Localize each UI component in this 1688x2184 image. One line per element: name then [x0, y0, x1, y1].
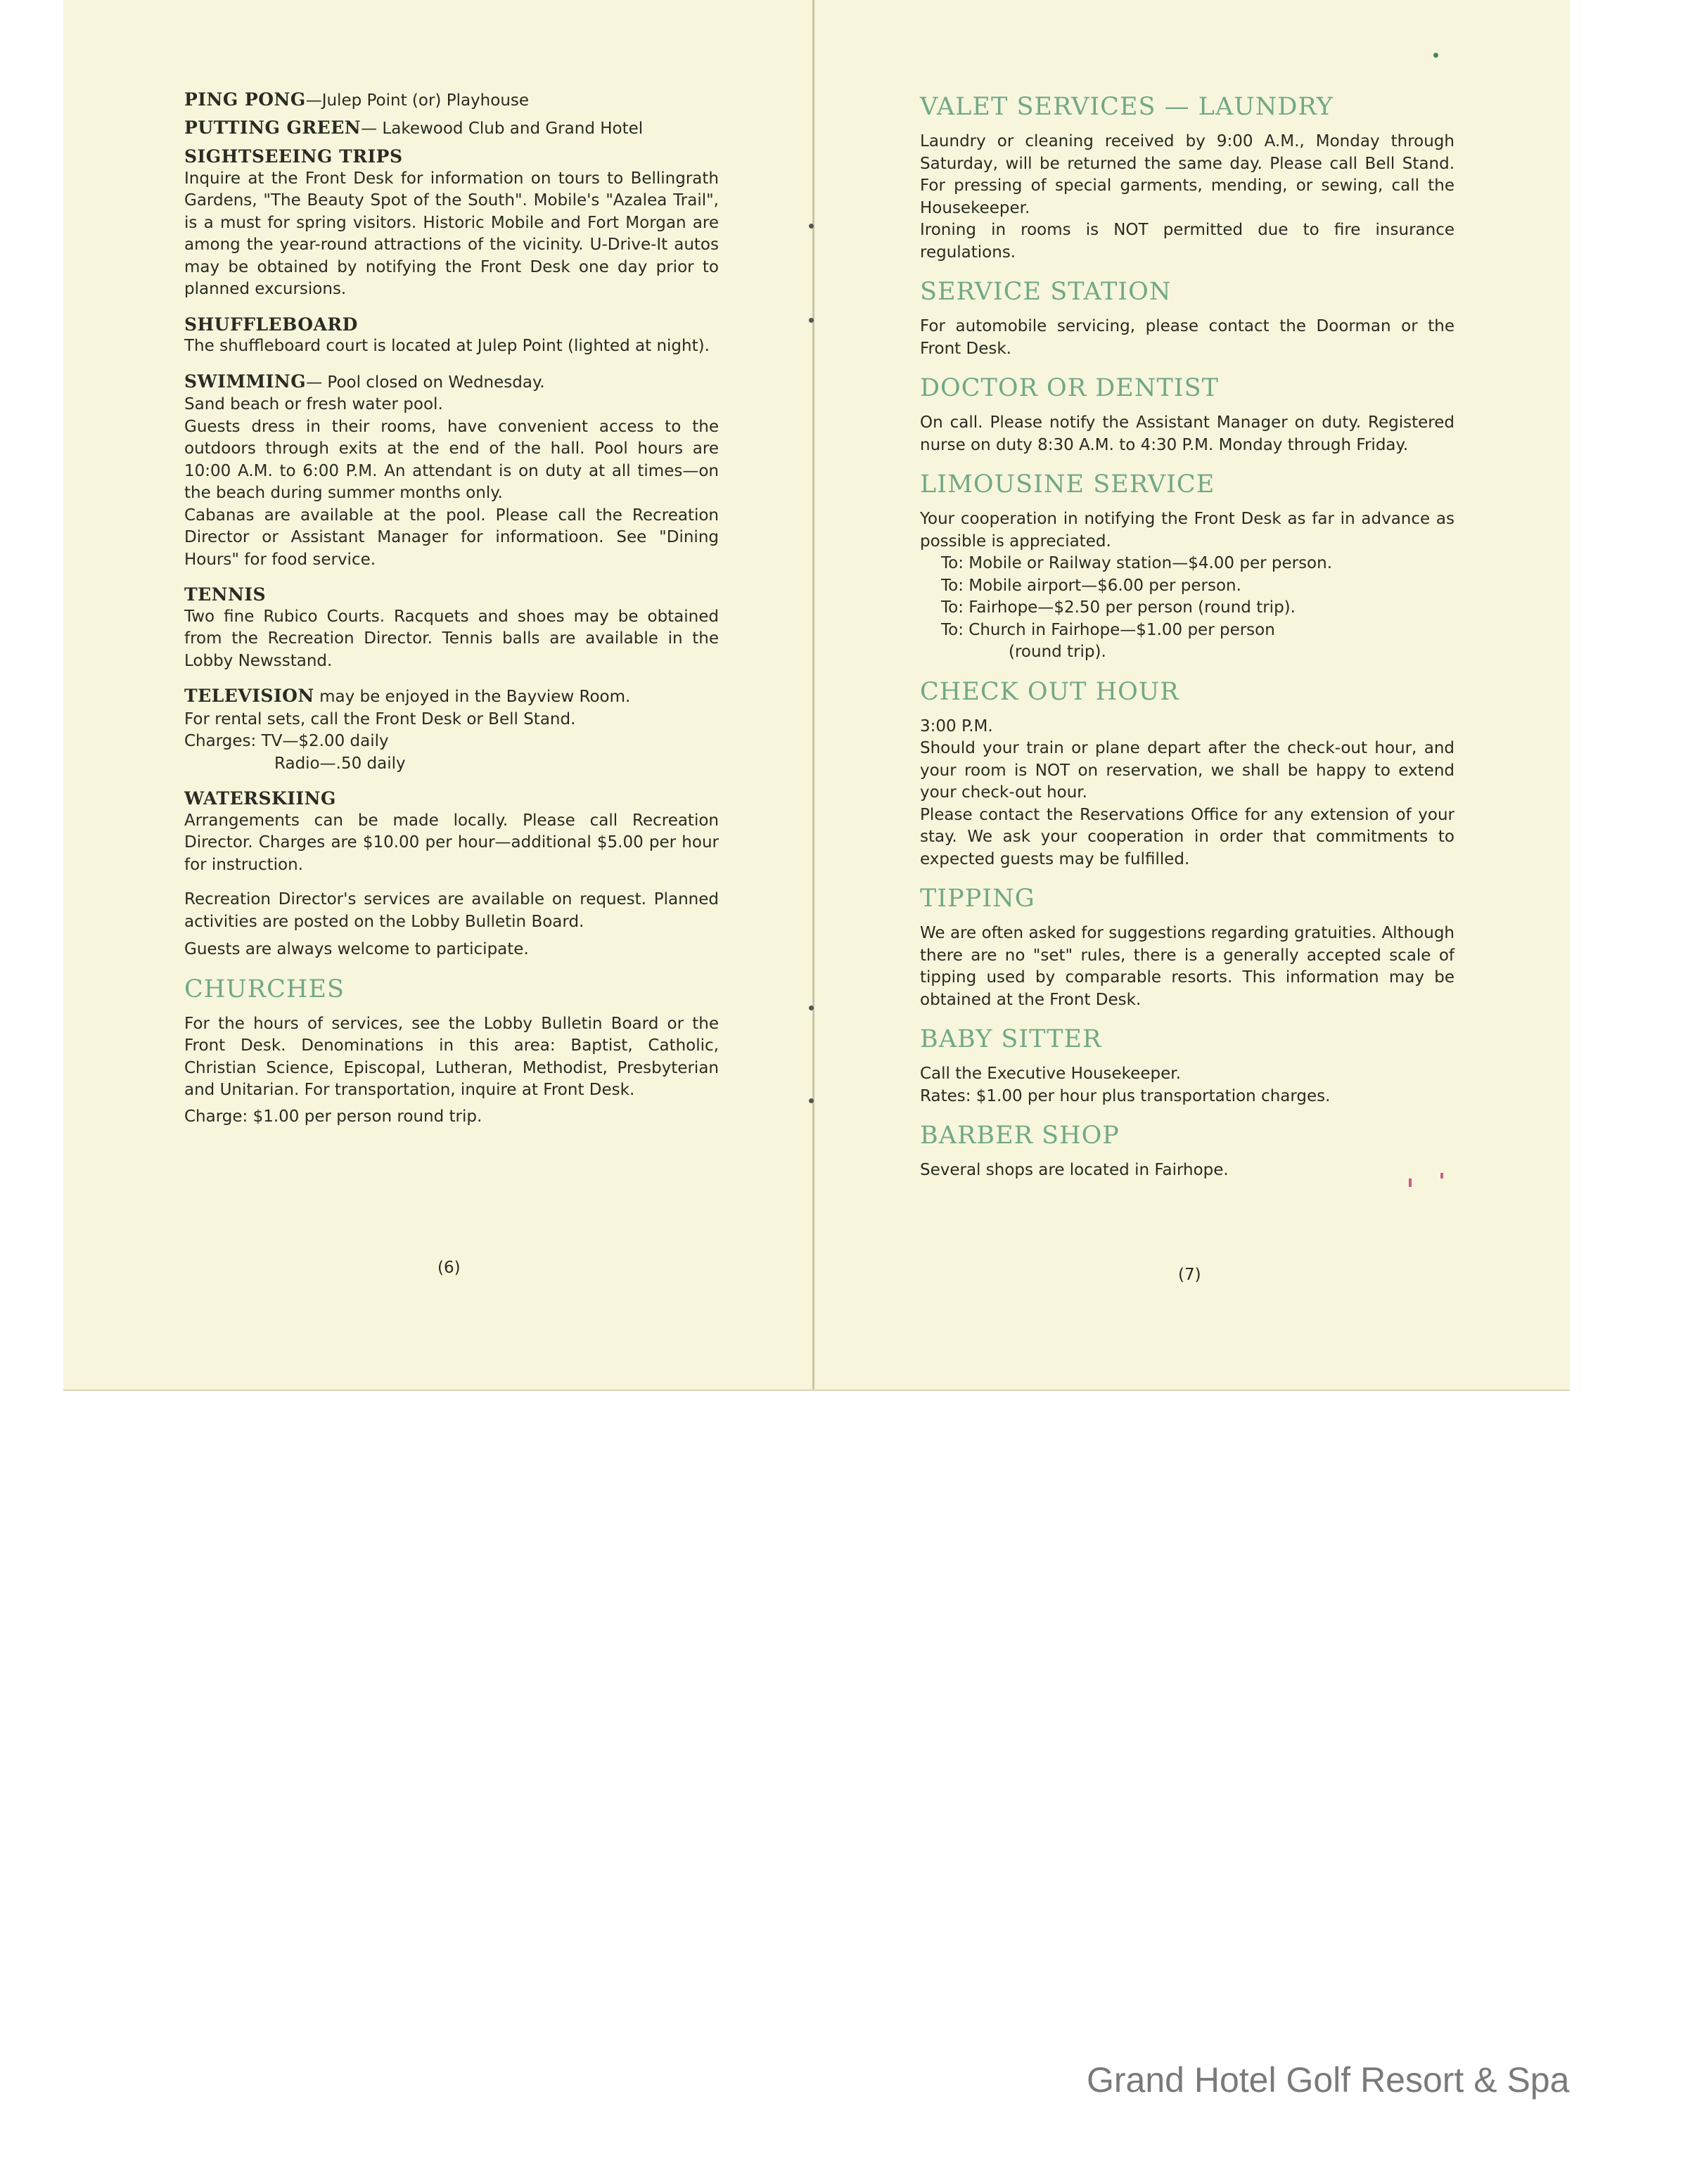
tennis-text: Two fine Rubico Courts. Racquets and shoes may be obtained from the Recreation Director. Tennis balls are available in the Lobby Newsstand. [184, 607, 719, 670]
waterskiing-entry [184, 788, 719, 876]
limousine-title: LIMOUSINE SERVICE [920, 470, 1215, 499]
tennis-title: TENNIS [184, 584, 267, 605]
television-title: TELEVISION [184, 686, 314, 706]
churches-title: CHURCHES [184, 975, 345, 1003]
putting-green-entry [184, 117, 719, 141]
tipping-text: We are often asked for suggestions regarding gratuities. Although there are no "set" rules, there is a generally accepted scale of tipping used by comparable resorts. This information may be obtained at the Front Desk. [920, 924, 1454, 1009]
waterskiing-title: WATERSKIING [184, 788, 336, 809]
checkout-entry [920, 676, 1454, 871]
footer-watermark: Grand Hotel Golf Resort & Spa [1087, 2060, 1570, 2100]
ping-pong-entry [184, 89, 719, 113]
page-number-left: (6) [437, 1259, 461, 1277]
guests-welcome-note [184, 939, 719, 961]
cabanas-paragraph: Cabanas are available at the pool. Please call the Recreation Director or Assistant Manager for informatioon. See "Dining Hours" for food service. [184, 506, 719, 569]
doctor-text: On call. Please notify the Assistant Manager on duty. Registered nurse on duty 8:30 A.M. to 4:30 P.M. Monday through Friday. [920, 413, 1454, 454]
limousine-text: Your cooperation in notifying the Front Desk as far in advance as possible is appreciated. [920, 510, 1454, 551]
staple-mark [809, 224, 814, 229]
baby-sitter-line1: Call the Executive Housekeeper. [920, 1065, 1181, 1083]
doctor-title: DOCTOR OR DENTIST [920, 374, 1219, 402]
radio-charges: Radio—.50 daily [274, 754, 406, 773]
limousine-route: To: Mobile airport—$6.00 per person. [941, 576, 1241, 595]
shuffleboard-entry [184, 314, 719, 358]
waterskiing-text: Arrangements can be made locally. Please call Recreation Director. Charges are $10.00 per hour—additional $5.00 per hour for instruction. [184, 811, 719, 874]
swimming-paragraph: Guests dress in their rooms, have convenient access to the outdoors through exits at the end of the hall. Pool hours are 10:00 A.M. to 6:00 P.M. An attendant is on duty at all times—on the beach during summer months only. [184, 417, 719, 502]
limousine-route-tail: (round trip). [1009, 643, 1106, 661]
valet-text: Laundry or cleaning received by 9:00 A.M., Monday through Saturday, will be returned the same day. Please call Bell Stand. For pressing of special garments, mending, or sewing, call the Housekeeper. [920, 132, 1454, 217]
shuffleboard-text: The shuffleboard court is located at Julep Point (lighted at night). [184, 337, 710, 355]
tipping-entry [920, 883, 1454, 1011]
churches-entry [184, 974, 719, 1129]
sightseeing-entry [184, 146, 719, 301]
checkout-text: Should your train or plane depart after the check-out hour, and your room is NOT on reservation, we shall be happy to extend your check-out hour. [920, 739, 1454, 802]
guests-welcome-text: Guests are always welcome to participate. [184, 940, 529, 958]
checkout-time: 3:00 P.M. [920, 717, 993, 736]
page-number-right: (7) [1178, 1266, 1201, 1284]
green-speck [1433, 53, 1438, 58]
putting-green-title: PUTTING GREEN [184, 117, 362, 138]
right-page [920, 91, 1454, 1195]
barber-title: BARBER SHOP [920, 1122, 1120, 1150]
swimming-line2: Sand beach or fresh water pool. [184, 395, 443, 413]
recreation-director-text: Recreation Director's services are available on request. Planned activities are posted on the Lobby Bulletin Board. [184, 890, 719, 931]
doctor-entry [920, 373, 1454, 456]
limousine-route: To: Mobile or Railway station—$4.00 per person. [941, 554, 1333, 572]
page-spine [812, 0, 814, 1389]
television-charges: Charges: TV—$2.00 daily [184, 732, 389, 750]
staple-mark [809, 1098, 814, 1103]
recreation-director-note [184, 889, 719, 933]
service-station-entry [920, 276, 1454, 360]
churches-text: For the hours of services, see the Lobby Bulletin Board or the Front Desk. Denominations in this area: Baptist, Catholic, Christian Science, Episcopal, Lutheran, Methodist, Presbyterian and Unitarian. For transportation, inquire at Front Desk. [184, 1014, 719, 1099]
sightseeing-title: SIGHTSEEING TRIPS [184, 146, 403, 167]
service-station-text: For automobile servicing, please contact the Doorman or the Front Desk. [920, 317, 1454, 358]
checkout-title: CHECK OUT HOUR [920, 677, 1179, 706]
putting-green-text: — Lakewood Club and Grand Hotel [361, 119, 644, 138]
baby-sitter-entry [920, 1024, 1454, 1107]
valet-entry [920, 91, 1454, 264]
barber-entry [920, 1120, 1454, 1182]
limousine-entry [920, 469, 1454, 664]
television-entry [184, 685, 719, 775]
barber-text: Several shops are located in Fairhope. [920, 1161, 1229, 1179]
ironing-text: Ironing in rooms is NOT permitted due to fire insurance regulations. [920, 221, 1454, 262]
swimming-entry [184, 371, 719, 572]
ping-pong-text: —Julep Point (or) Playhouse [305, 91, 530, 110]
sightseeing-text: Inquire at the Front Desk for information on tours to Bellingrath Gardens, "The Beauty Spot of the South". Mobile's "Azalea Trail", is a must for spring visitors. Historic Mobile and Fort Morgan are among the year-round attractions of the vicinity. U-Drive-It autos may be obtained by notifying the Front Desk one day prior to planned excursions. [184, 169, 719, 298]
tipping-title: TIPPING [920, 885, 1035, 913]
staple-mark [809, 1006, 814, 1010]
limousine-route: To: Church in Fairhope—$1.00 per person [941, 620, 1275, 639]
churches-charge: Charge: $1.00 per person round trip. [184, 1107, 482, 1126]
limousine-route: To: Fairhope—$2.50 per person (round trip). [941, 598, 1296, 617]
television-line2: For rental sets, call the Front Desk or Bell Stand. [184, 709, 576, 728]
television-line1: may be enjoyed in the Bayview Room. [314, 688, 631, 706]
ping-pong-title: PING PONG [184, 89, 306, 110]
valet-title: VALET SERVICES — LAUNDRY [920, 93, 1334, 121]
checkout-text-2: Please contact the Reservations Office for any extension of your stay. We ask your cooperation in order that commitments to expected guests may be fulfilled. [920, 805, 1454, 868]
baby-sitter-line2: Rates: $1.00 per hour plus transportation charges. [920, 1086, 1331, 1105]
swimming-title: SWIMMING [184, 371, 307, 392]
left-page [184, 89, 719, 1141]
shuffleboard-title: SHUFFLEBOARD [184, 314, 358, 335]
service-station-title: SERVICE STATION [920, 278, 1172, 306]
baby-sitter-title: BABY SITTER [920, 1025, 1102, 1053]
staple-mark [809, 318, 814, 323]
swimming-line1: — Pool closed on Wednesday. [306, 373, 545, 392]
tennis-entry [184, 584, 719, 672]
